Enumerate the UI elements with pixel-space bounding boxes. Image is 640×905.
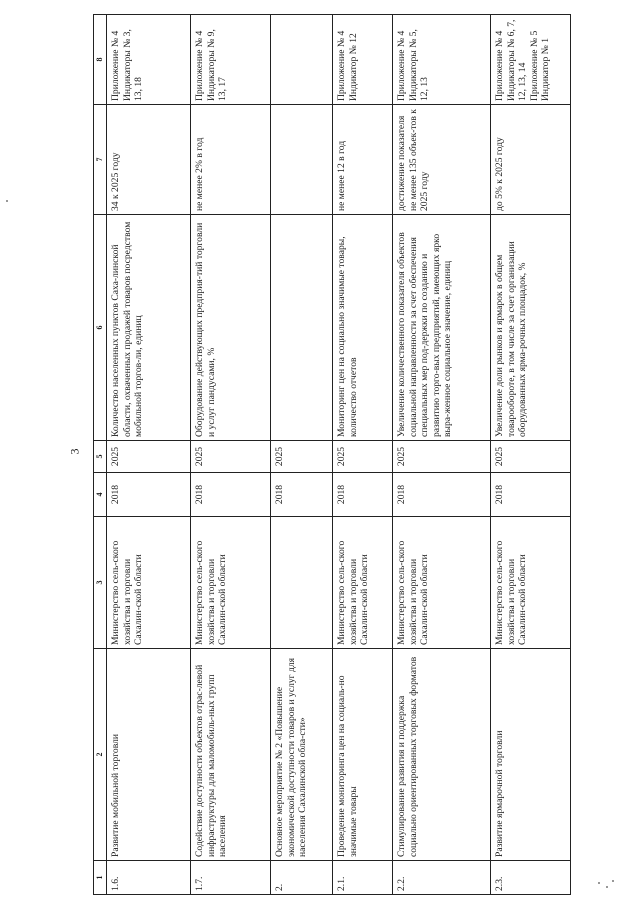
scan-speck: [6, 200, 8, 202]
expected-result: Увеличение количественного показателя объектов социальной направленности за счет обеспечения специальных мер под-держки по созданию и развитию торго-вых предприятий, имеющих ярко выра-женное социальное значение, единиц: [393, 215, 491, 441]
header-cell: 4: [94, 473, 107, 517]
target-value: достижение показателя не менее 135 объек-тов к 2025 году: [393, 105, 491, 215]
end-year: 2025: [191, 441, 271, 473]
expected-result: Увеличение доли рынков и ярмарок в общем товарообороте, в том числе за счет организации оборудованных ярма-рочных площадок, %: [491, 215, 571, 441]
row-number: 2.3.: [491, 861, 571, 895]
end-year: 2025: [107, 441, 191, 473]
program-table: [93, 14, 571, 895]
executor: Министерство сель-ского хозяйства и торговли Сахалин-ской области: [191, 517, 271, 649]
end-year: 2025: [333, 441, 393, 473]
executor: [271, 517, 333, 649]
table-row: [107, 15, 191, 895]
expected-result: Количество населенных пунктов Саха-линской области, охваченных продажей товаров посредством мобильной торгов-ли, единиц: [107, 215, 191, 441]
scan-speck: [598, 882, 600, 884]
header-cell: 6: [94, 215, 107, 441]
header-cell: 3: [94, 517, 107, 649]
start-year: 2018: [333, 473, 393, 517]
end-year: 2025: [271, 441, 333, 473]
page-number: 3: [67, 448, 82, 455]
indicator-link: Приложение № 4 Индикаторы № 9, 13, 17: [191, 15, 271, 105]
header-cell: 5: [94, 441, 107, 473]
header-cell: 2: [94, 649, 107, 861]
table-row: [191, 15, 271, 895]
end-year: 2025: [491, 441, 571, 473]
start-year: 2018: [491, 473, 571, 517]
header-row: [94, 15, 107, 895]
start-year: 2018: [271, 473, 333, 517]
executor: Министерство сель-ского хозяйства и торговли Сахалин-ской области: [107, 517, 191, 649]
header-cell: 8: [94, 15, 107, 105]
measure-name: Стимулирование развития и поддержка социально ориентированных торговых форматов: [393, 649, 491, 861]
executor: Министерство сель-ского хозяйства и торговли Сахалин-ской области: [491, 517, 571, 649]
indicator-link: Приложение № 4 Индикаторы № 6, 7, 12, 13, 14 Приложение № 5 Индикатор № 1: [491, 15, 571, 105]
start-year: 2018: [107, 473, 191, 517]
header-cell: 7: [94, 105, 107, 215]
indicator-link: Приложение № 4 Индикатор № 12: [333, 15, 393, 105]
row-number: 1.7.: [191, 861, 271, 895]
row-number: 2.: [271, 861, 333, 895]
row-number: 1.6.: [107, 861, 191, 895]
start-year: 2018: [191, 473, 271, 517]
table-row: [491, 15, 571, 895]
indicator-link: [271, 15, 333, 105]
measure-name: Проведение мониторинга цен на социаль-но значимые товары: [333, 649, 393, 861]
measure-name: Развитие мобильной торговли: [107, 649, 191, 861]
table-header: [94, 15, 107, 895]
executor: Министерство сель-ского хозяйства и торговли Сахалин-ской области: [393, 517, 491, 649]
indicator-link: Приложение № 4 Индикаторы № 5, 12, 13: [393, 15, 491, 105]
table-row: [333, 15, 393, 895]
measure-name: Содействие доступности объектов отрас-левой инфраструктуры для маломобиль-ных групп населения: [191, 649, 271, 861]
measure-name: Развитие ярмарочной торговли: [491, 649, 571, 861]
indicator-link: Приложение № 4 Индикаторы № 3, 13, 18: [107, 15, 191, 105]
target-value: [271, 105, 333, 215]
executor: Министерство сель-ского хозяйства и торговли Сахалин-ской области: [333, 517, 393, 649]
table-row: [271, 15, 333, 895]
target-value: не менее 12 в год: [333, 105, 393, 215]
scan-speck: [606, 886, 608, 888]
scan-speck: [612, 880, 614, 882]
expected-result: [271, 215, 333, 441]
start-year: 2018: [393, 473, 491, 517]
row-number: 2.1.: [333, 861, 393, 895]
table-row: [393, 15, 491, 895]
target-value: до 5% к 2025 году: [491, 105, 571, 215]
expected-result: Мониторинг цен на социально значимые товары, количество отчетов: [333, 215, 393, 441]
table-body: [107, 15, 571, 895]
target-value: не менее 2% в год: [191, 105, 271, 215]
expected-result: Оборудование действующих предприя-тий торговли и услуг пандусами, %: [191, 215, 271, 441]
header-cell: 1: [94, 861, 107, 895]
row-number: 2.2.: [393, 861, 491, 895]
target-value: 34 к 2025 году: [107, 105, 191, 215]
end-year: 2025: [393, 441, 491, 473]
measure-name: Основное мероприятие № 2 «Повышение экономической доступности товаров и услуг для населения Сахалинской обла-сти»: [271, 649, 333, 861]
